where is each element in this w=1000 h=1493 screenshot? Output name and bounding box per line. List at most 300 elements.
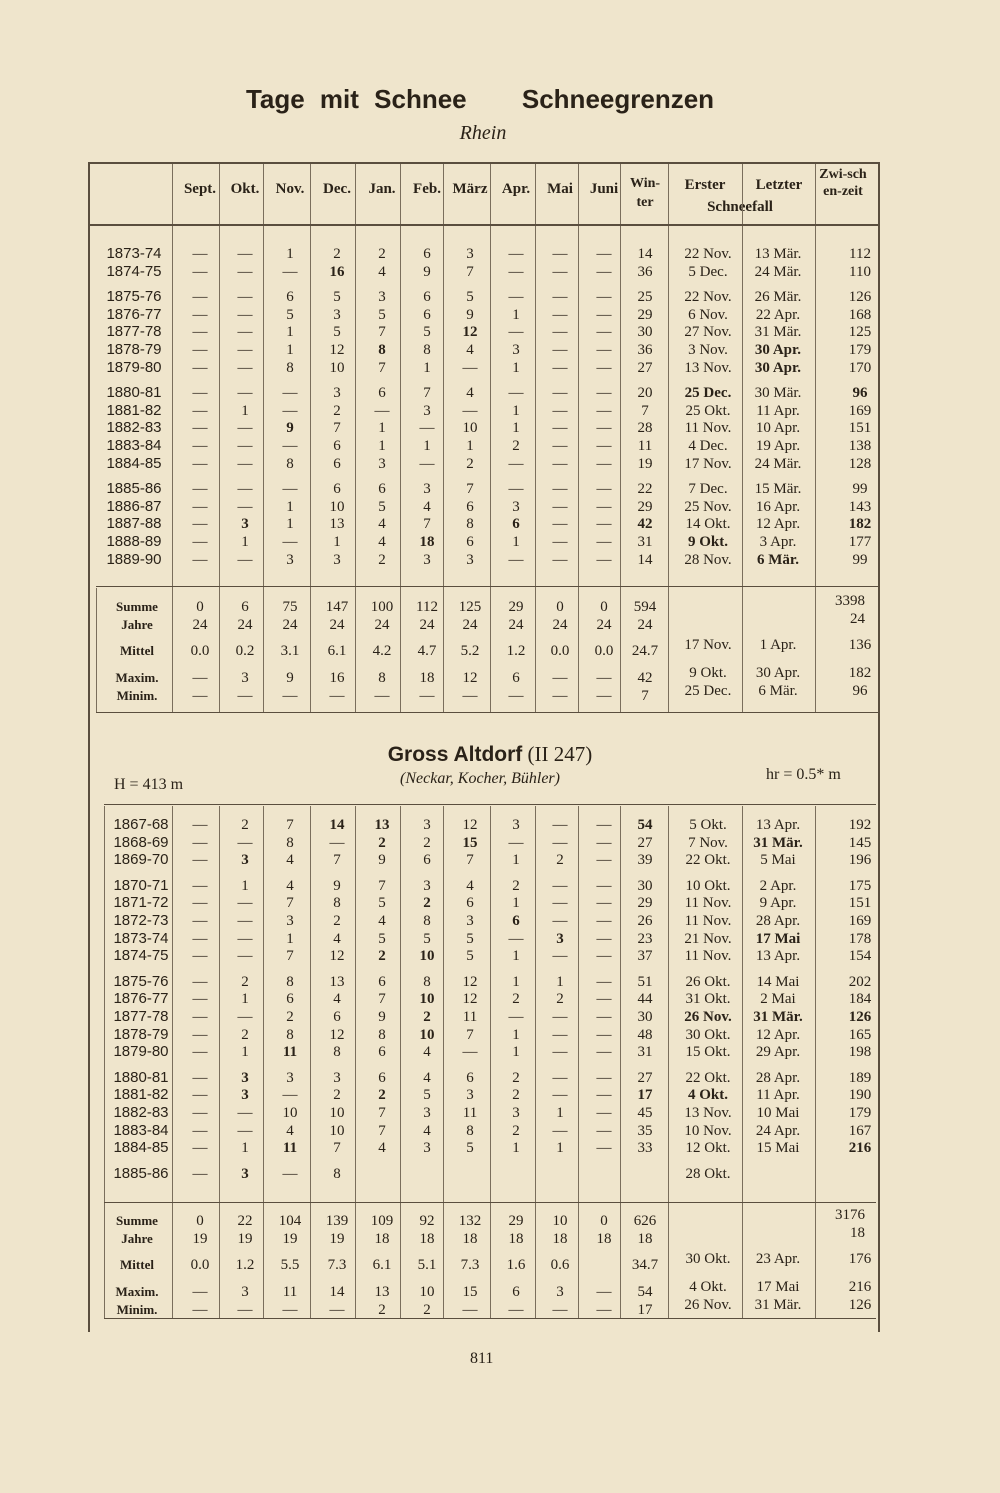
- month-value: 8: [333, 1165, 341, 1182]
- month-value: 8: [333, 1044, 341, 1061]
- month-value: —: [237, 1009, 253, 1025]
- interval-value: 126: [848, 1009, 872, 1025]
- month-value: 1: [556, 973, 564, 990]
- month-value: 9: [378, 852, 386, 869]
- month-value: —: [596, 1087, 612, 1104]
- mean-value: 0.6: [550, 1257, 570, 1273]
- month-value: 2: [241, 1026, 249, 1043]
- interval-value: 184: [848, 991, 872, 1008]
- month-value: —: [237, 913, 253, 929]
- first-snowfall: 22 Nov.: [684, 289, 732, 306]
- month-value: 13: [329, 973, 345, 990]
- month-value: 12: [462, 991, 478, 1008]
- first-snowfall: 25 Okt.: [685, 402, 731, 419]
- max-value: 3: [241, 670, 249, 686]
- interval-value: 125: [848, 324, 872, 341]
- header-month: Dec.: [323, 181, 351, 197]
- first-snowfall: 28 Nov.: [684, 551, 732, 568]
- last-snowfall: 2 Mai: [760, 991, 796, 1008]
- month-value: —: [237, 551, 253, 568]
- month-value: 3: [241, 852, 249, 869]
- month-value: —: [552, 455, 568, 472]
- winter-value: 54: [637, 817, 653, 833]
- sum-value: 29: [508, 599, 524, 615]
- month-value: 6: [333, 481, 341, 498]
- month-value: —: [192, 1140, 208, 1157]
- years-value: 18: [552, 1231, 568, 1247]
- column-rule: [310, 806, 311, 1318]
- years-value: 24: [282, 617, 298, 633]
- max-first: 9 Okt.: [689, 665, 727, 681]
- sum-value: 0: [196, 1213, 204, 1229]
- sum-value: 0: [600, 599, 608, 615]
- month-value: 10: [329, 1105, 345, 1121]
- month-value: —: [552, 551, 568, 568]
- year-label: 1874-75: [106, 262, 162, 280]
- first-snowfall: 11 Nov.: [684, 913, 732, 929]
- min-value: —: [192, 1302, 208, 1318]
- month-value: 7: [378, 1122, 386, 1139]
- sum-value: 10: [552, 1213, 568, 1229]
- month-value: —: [596, 402, 612, 419]
- summary-label: Summe: [116, 599, 158, 614]
- month-value: 10: [329, 359, 345, 376]
- last-snowfall: 9 Apr.: [759, 895, 797, 912]
- year-label: 1868-69: [113, 833, 169, 851]
- first-snowfall: 13 Nov.: [684, 1105, 732, 1121]
- mean-value: 5.1: [417, 1257, 437, 1273]
- month-value: 1: [512, 1044, 520, 1061]
- column-rule: [620, 226, 621, 712]
- page-title: [0, 84, 960, 115]
- month-value: —: [419, 420, 435, 437]
- column-rule: [490, 226, 491, 712]
- month-value: —: [192, 1009, 208, 1025]
- sum-value: 626: [633, 1213, 657, 1229]
- last-snowfall: 14 Mai: [756, 973, 800, 990]
- year-label: 1877-78: [113, 1008, 169, 1025]
- month-value: 4: [286, 1122, 294, 1139]
- mean-interval: 176: [848, 1251, 872, 1267]
- month-value: 7: [286, 895, 294, 912]
- month-value: 3: [378, 289, 386, 306]
- first-snowfall: 22 Okt.: [685, 1069, 731, 1086]
- interval-years: 18: [850, 1225, 865, 1241]
- month-value: 6: [378, 481, 386, 498]
- month-value: 3: [423, 877, 431, 894]
- month-value: 2: [556, 991, 564, 1008]
- month-value: 1: [512, 359, 520, 376]
- month-value: —: [596, 551, 612, 568]
- month-value: 5: [378, 930, 386, 947]
- month-value: —: [192, 455, 208, 472]
- month-value: 1: [286, 324, 294, 341]
- max-value: 11: [282, 1284, 298, 1300]
- years-value: 19: [282, 1231, 298, 1247]
- month-value: 10: [329, 498, 345, 515]
- month-value: 3: [423, 1105, 431, 1121]
- first-snowfall: 27 Nov.: [684, 324, 732, 341]
- month-value: 13: [374, 817, 390, 833]
- min-interval: 96: [852, 683, 868, 699]
- month-value: —: [596, 385, 612, 402]
- month-value: 3: [556, 930, 564, 947]
- month-value: 7: [378, 324, 386, 341]
- month-value: —: [237, 385, 253, 402]
- max-value: 6: [512, 670, 520, 686]
- month-value: 2: [378, 246, 386, 262]
- month-value: 3: [466, 246, 474, 262]
- mean-value: 7.3: [460, 1257, 480, 1273]
- month-value: 6: [423, 246, 431, 262]
- month-value: —: [237, 420, 253, 437]
- last-snowfall: 28 Apr.: [755, 913, 801, 929]
- month-value: 6: [423, 306, 431, 323]
- month-value: 3: [423, 481, 431, 498]
- month-value: —: [192, 948, 208, 965]
- sum-value: 0: [196, 599, 204, 615]
- month-value: 6: [378, 973, 386, 990]
- month-value: —: [596, 342, 612, 358]
- month-value: 13: [329, 516, 345, 533]
- month-value: 11: [282, 1044, 298, 1061]
- last-snowfall: 30 Apr.: [754, 359, 802, 376]
- last-snowfall: 13 Mär.: [754, 246, 802, 262]
- interval-value: 168: [848, 306, 872, 323]
- mean-first: 17 Nov.: [684, 637, 732, 653]
- month-value: 5: [466, 1140, 474, 1157]
- month-value: 7: [423, 385, 431, 402]
- month-value: 3: [512, 1105, 520, 1121]
- first-snowfall: 31 Okt.: [685, 991, 731, 1008]
- column-rule: [172, 806, 173, 1318]
- station-title: [0, 742, 980, 767]
- column-rule: [219, 806, 220, 1318]
- month-value: —: [552, 359, 568, 376]
- month-value: 8: [286, 973, 294, 990]
- max-value: 16: [329, 670, 345, 686]
- winter-value: 30: [637, 1009, 653, 1025]
- year-label: 1878-79: [113, 1025, 169, 1043]
- month-value: 2: [333, 913, 341, 929]
- month-value: 7: [333, 852, 341, 869]
- month-value: 1: [512, 895, 520, 912]
- month-value: 8: [286, 834, 294, 851]
- month-value: 1: [512, 402, 520, 419]
- month-value: 6: [333, 1009, 341, 1025]
- month-value: 4: [378, 1140, 386, 1157]
- last-snowfall: 12 Apr.: [755, 516, 801, 533]
- month-value: —: [192, 481, 208, 498]
- interval-value: 154: [848, 948, 872, 965]
- last-snowfall: 13 Apr.: [755, 817, 801, 833]
- min-first: 25 Dec.: [684, 683, 732, 699]
- header-month: Feb.: [413, 181, 441, 197]
- month-value: 2: [378, 551, 386, 568]
- column-rule: [443, 164, 444, 224]
- year-label: 1886-87: [106, 497, 162, 515]
- max-value: 42: [637, 670, 653, 686]
- month-value: —: [552, 516, 568, 533]
- min-value: 7: [641, 688, 649, 704]
- month-value: 8: [286, 455, 294, 472]
- month-value: —: [596, 817, 612, 833]
- winter-value: 11: [637, 438, 653, 454]
- month-value: 3: [378, 455, 386, 472]
- year-label: 1884-85: [106, 454, 162, 472]
- month-value: —: [282, 1087, 298, 1104]
- month-value: 12: [462, 817, 478, 833]
- year-label: 1883-84: [106, 437, 162, 454]
- row-rule: [104, 804, 876, 805]
- min-value: —: [508, 688, 524, 704]
- row-rule: [96, 712, 878, 713]
- month-value: 4: [466, 877, 474, 894]
- year-label: 1873-74: [106, 245, 162, 262]
- mean-value: 6.1: [372, 1257, 392, 1273]
- year-label: 1885-86: [106, 480, 162, 498]
- row-rule: [104, 1318, 876, 1319]
- column-rule: [620, 806, 621, 1318]
- sum-value: 0: [600, 1213, 608, 1229]
- month-value: —: [192, 895, 208, 912]
- min-value: —: [508, 1302, 524, 1318]
- interval-value: 143: [848, 498, 872, 515]
- month-value: —: [192, 1122, 208, 1139]
- month-value: —: [552, 834, 568, 851]
- month-value: 5: [378, 498, 386, 515]
- month-value: 4: [423, 1044, 431, 1061]
- max-value: —: [192, 1284, 208, 1300]
- month-value: 5: [423, 1087, 431, 1104]
- month-value: —: [552, 402, 568, 419]
- years-value: 24: [508, 617, 524, 633]
- month-value: 3: [466, 913, 474, 929]
- last-snowfall: 15 Mär.: [754, 481, 802, 498]
- last-snowfall: 26 Mär.: [754, 289, 802, 306]
- month-value: 14: [329, 817, 345, 833]
- winter-value: 27: [637, 1069, 653, 1086]
- interval-years: 24: [850, 611, 865, 627]
- sum-value: 92: [419, 1213, 435, 1229]
- min-value: —: [329, 688, 345, 704]
- last-snowfall: 24 Mär.: [754, 263, 802, 280]
- month-value: 2: [378, 1087, 386, 1104]
- column-rule: [104, 806, 105, 1318]
- first-snowfall: 4 Okt.: [687, 1087, 728, 1104]
- month-value: 12: [329, 342, 345, 358]
- station-authors: (Neckar, Kocher, Bühler): [400, 770, 560, 787]
- station-hr: hr = 0.5* m: [766, 766, 841, 783]
- years-value: 24: [192, 617, 208, 633]
- month-value: 10: [419, 948, 435, 965]
- month-value: —: [237, 1105, 253, 1121]
- month-value: 8: [423, 913, 431, 929]
- month-value: 1: [556, 1140, 564, 1157]
- month-value: —: [596, 498, 612, 515]
- month-value: —: [237, 455, 253, 472]
- month-value: 1: [286, 498, 294, 515]
- month-value: —: [192, 263, 208, 280]
- last-snowfall: 5 Mai: [760, 852, 796, 869]
- interval-value: 151: [848, 420, 872, 437]
- month-value: 8: [466, 1122, 474, 1139]
- month-value: 4: [378, 263, 386, 280]
- month-value: —: [192, 438, 208, 454]
- month-value: 4: [378, 913, 386, 929]
- month-value: 3: [286, 1069, 294, 1086]
- month-value: —: [282, 1165, 298, 1182]
- month-value: —: [237, 834, 253, 851]
- month-value: —: [596, 455, 612, 472]
- month-value: 7: [333, 420, 341, 437]
- interval-value: 196: [848, 852, 872, 869]
- interval-value: 179: [848, 1105, 872, 1121]
- column-rule: [535, 164, 536, 224]
- winter-value: 33: [637, 1140, 653, 1157]
- mean-value: 4.7: [417, 643, 437, 659]
- max-value: 13: [374, 1284, 390, 1300]
- column-rule: [443, 806, 444, 1318]
- month-value: —: [508, 481, 524, 498]
- first-snowfall: 15 Okt.: [685, 1044, 731, 1061]
- header-month: Apr.: [501, 181, 531, 197]
- month-value: 1: [241, 534, 249, 550]
- month-value: —: [508, 385, 524, 402]
- month-value: 4: [423, 498, 431, 515]
- column-rule: [578, 164, 579, 224]
- month-value: —: [329, 834, 345, 851]
- year-label: 1879-80: [106, 358, 162, 376]
- month-value: 3: [423, 817, 431, 833]
- month-value: 2: [512, 1069, 520, 1086]
- month-value: —: [508, 324, 524, 341]
- month-value: —: [192, 877, 208, 894]
- month-value: 1: [286, 516, 294, 533]
- month-value: —: [596, 420, 612, 437]
- month-value: 16: [329, 263, 345, 280]
- month-value: 3: [333, 551, 341, 568]
- month-value: 5: [378, 895, 386, 912]
- month-value: 1: [512, 852, 520, 869]
- column-rule: [263, 226, 264, 712]
- month-value: —: [192, 852, 208, 869]
- max-value: 14: [329, 1284, 345, 1300]
- column-rule: [742, 806, 743, 1318]
- column-rule: [400, 164, 401, 224]
- last-snowfall: 19 Apr.: [755, 438, 801, 454]
- years-value: 19: [237, 1231, 253, 1247]
- mean-value: 0.0: [594, 643, 614, 659]
- month-value: —: [237, 289, 253, 306]
- winter-value: 23: [637, 930, 653, 947]
- winter-value: 51: [637, 973, 653, 990]
- month-value: —: [552, 289, 568, 306]
- month-value: —: [552, 498, 568, 515]
- last-snowfall: 6 Mär.: [757, 551, 799, 568]
- column-rule: [815, 806, 816, 1318]
- sum-value: 22: [237, 1213, 253, 1229]
- month-value: 5: [423, 930, 431, 947]
- month-value: 6: [333, 455, 341, 472]
- interval-value: 169: [848, 402, 872, 419]
- month-value: —: [462, 402, 478, 419]
- min-value: 2: [423, 1302, 431, 1318]
- month-value: 7: [286, 948, 294, 965]
- month-value: 10: [419, 1026, 435, 1043]
- month-value: —: [552, 1122, 568, 1139]
- month-value: —: [419, 455, 435, 472]
- year-label: 1871-72: [113, 894, 169, 912]
- month-value: 4: [286, 877, 294, 894]
- month-value: 1: [556, 1105, 564, 1121]
- month-value: 2: [333, 246, 341, 262]
- month-value: 2: [512, 877, 520, 894]
- column-rule: [443, 226, 444, 712]
- sum-value: 29: [508, 1213, 524, 1229]
- month-value: —: [596, 973, 612, 990]
- last-snowfall: 24 Mär.: [754, 455, 802, 472]
- winter-value: 26: [637, 913, 653, 929]
- years-value: 24: [419, 617, 435, 633]
- header-month: Jan.: [368, 181, 396, 197]
- year-label: 1888-89: [106, 533, 162, 550]
- interval-value: 112: [849, 246, 871, 262]
- first-snowfall: 11 Nov.: [684, 895, 732, 912]
- month-value: —: [552, 246, 568, 262]
- column-rule: [490, 164, 491, 224]
- month-value: —: [282, 534, 298, 550]
- year-label: 1884-85: [113, 1139, 169, 1157]
- last-snowfall: 16 Apr.: [755, 498, 801, 515]
- month-value: 1: [241, 1140, 249, 1157]
- month-value: —: [596, 438, 612, 454]
- month-value: —: [192, 551, 208, 568]
- year-label: 1882-83: [113, 1104, 169, 1121]
- month-value: 1: [378, 420, 386, 437]
- interval-value: 216: [848, 1140, 872, 1157]
- month-value: 6: [512, 913, 520, 929]
- month-value: —: [552, 817, 568, 833]
- month-value: —: [552, 324, 568, 341]
- years-value: 19: [329, 1231, 345, 1247]
- years-value: 24: [552, 617, 568, 633]
- last-snowfall: 31 Mär.: [753, 1009, 803, 1025]
- month-value: —: [237, 306, 253, 323]
- max-value: 3: [241, 1284, 249, 1300]
- first-snowfall: 6 Nov.: [688, 306, 728, 323]
- interval-value: 145: [848, 834, 872, 851]
- month-value: —: [192, 246, 208, 262]
- min-value: 2: [378, 1302, 386, 1318]
- first-snowfall: 10 Okt.: [685, 877, 731, 894]
- month-value: —: [192, 973, 208, 990]
- max-last: 17 Mai: [756, 1279, 800, 1295]
- summary-label: Jahre: [121, 617, 153, 632]
- month-value: 10: [329, 1122, 345, 1139]
- column-rule: [578, 226, 579, 712]
- max-first: 4 Okt.: [689, 1279, 727, 1295]
- month-value: 4: [423, 1069, 431, 1086]
- month-value: —: [552, 306, 568, 323]
- month-value: 1: [512, 420, 520, 437]
- month-value: 1: [241, 1044, 249, 1061]
- month-value: 1: [512, 1026, 520, 1043]
- month-value: —: [552, 342, 568, 358]
- min-value: —: [552, 1302, 568, 1318]
- column-rule: [263, 164, 264, 224]
- sum-value: 0: [556, 599, 564, 615]
